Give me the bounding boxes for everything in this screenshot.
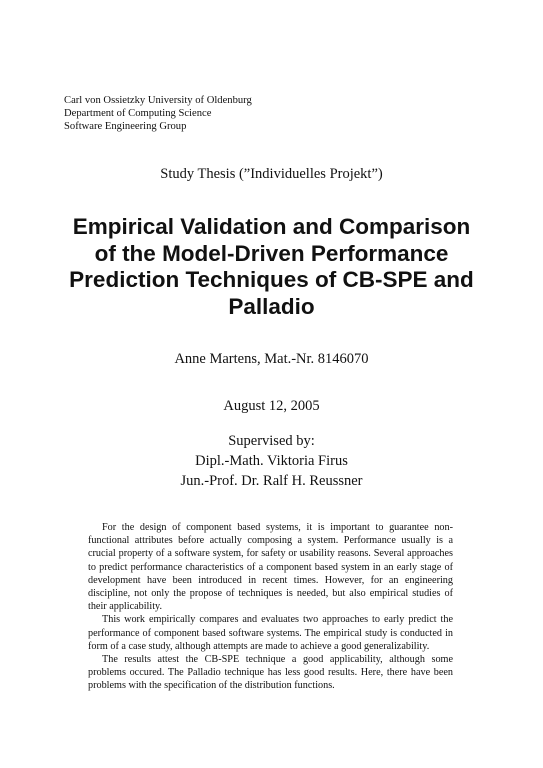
document-title (40, 214, 503, 320)
title-line: of the Model-Driven Performance (94, 240, 449, 266)
title-line: Palladio (228, 293, 315, 319)
supervisor-name: Dipl.-Math. Viktoria Firus (195, 453, 348, 469)
supervision-heading: Supervised by: (228, 433, 315, 449)
abstract-paragraph: For the design of component based systems, it is important to guarantee non-functional attributes before actually composing a system. Performance usually is a crucial property of a software system, for safety or usability reasons. Several approaches to predict performance characteristics of a component based system in an early stage of development have been introduced in recent times. However, for an engineering discipline, not only the propose of techniques is needed, but also empirical studies of their applicability. (88, 522, 453, 613)
title-line: Empirical Validation and Comparison (72, 214, 471, 239)
department-name: Department of Computing Science (64, 108, 212, 119)
abstract (88, 521, 453, 693)
supervision-block (0, 431, 543, 491)
supervisor-name: Jun.-Prof. Dr. Ralf H. Reussner (180, 473, 363, 489)
group-name: Software Engineering Group (64, 121, 187, 132)
document-date: August 12, 2005 (223, 398, 320, 414)
thesis-type: Study Thesis (”Individuelles Projekt”) (160, 166, 383, 182)
university-name: Carl von Ossietzky University of Oldenburg (64, 95, 252, 106)
title-line: Prediction Techniques of CB-SPE and (69, 267, 474, 292)
abstract-paragraph: This work empirically compares and evaluates two approaches to early predict the performance of component based software systems. The empirical study is conducted in form of a case study, although attempts are made to achieve a good generalizability. (88, 614, 453, 652)
affiliation-block (64, 94, 252, 133)
abstract-paragraph: The results attest the CB-SPE technique a good applicability, although some problems occured. The Palladio technique has less good results. Here, there have been problems with the specification of the distribution functions. (88, 654, 453, 692)
author-line: Anne Martens, Mat.-Nr. 8146070 (174, 351, 369, 367)
